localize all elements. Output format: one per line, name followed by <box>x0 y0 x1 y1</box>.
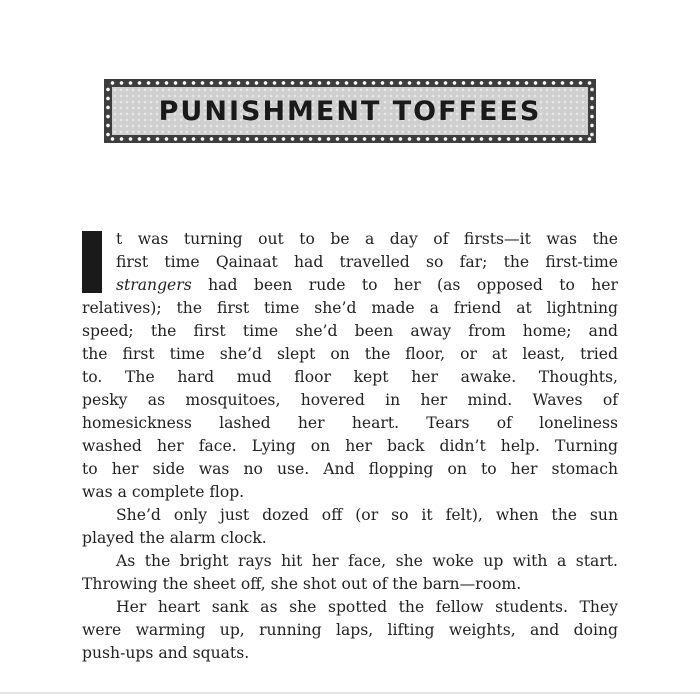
italic-word: strangers <box>116 276 192 294</box>
paragraph-3-continued <box>82 573 618 596</box>
chapter-title-banner <box>104 79 596 143</box>
text-line: Her heart sank as she spotted the fellow students. They <box>116 598 618 616</box>
text-line: was a complete flop. <box>82 483 245 501</box>
chapter-title: PUNISHMENT TOFFEES <box>158 95 542 127</box>
text-line: speed; the first time she’d been away from home; and <box>82 322 618 340</box>
text-line: t was turning out to be a day of firsts—it was the <box>116 230 618 248</box>
text-line: played the alarm clock. <box>82 529 267 547</box>
marquee-lights-bottom <box>108 137 592 141</box>
text-line: to her side was no use. And flopping on to her stomach <box>82 460 618 478</box>
text-line: washed her face. Lying on her back didn’t help. Turning <box>82 437 618 455</box>
page-bottom-edge <box>0 692 700 694</box>
paragraph-4-continued <box>82 619 618 665</box>
text-line: to. The hard mud floor kept her awake. Thoughts, <box>82 368 618 386</box>
paragraph-1-continued <box>82 297 618 504</box>
paragraph-1 <box>82 228 618 297</box>
text-line: push-ups and squats. <box>82 644 250 662</box>
drop-cap <box>82 231 102 293</box>
text-line: relatives); the first time she’d made a friend at lightning <box>82 299 618 317</box>
chapter-body <box>82 228 618 665</box>
text-line: first time Qainaat had travelled so far; the first-time <box>116 253 618 271</box>
paragraph-4 <box>82 596 618 619</box>
text-line: As the bright rays hit her face, she woke up with a start. <box>116 552 618 570</box>
marquee-lights-left <box>106 85 110 137</box>
text-line: pesky as mosquitoes, hovered in her mind. Waves of <box>82 391 618 409</box>
text-line: She’d only just dozed off (or so it felt), when the sun <box>116 506 618 524</box>
text-line-rest: had been rude to her (as opposed to her <box>191 276 618 294</box>
paragraph-3 <box>82 550 618 573</box>
chapter-title-panel <box>112 87 588 135</box>
text-line: homesickness lashed her heart. Tears of loneliness <box>82 414 618 432</box>
paragraph-2 <box>82 504 618 527</box>
text-line: the first time she’d slept on the floor, or at least, tried <box>82 345 618 363</box>
paragraph-2-continued <box>82 527 618 550</box>
text-line: were warming up, running laps, lifting weights, and doing <box>82 621 618 639</box>
text-line: Throwing the sheet off, she shot out of the barn—room. <box>82 575 522 593</box>
marquee-lights-top <box>108 81 592 85</box>
marquee-lights-right <box>590 85 594 137</box>
text-line-with-italic <box>116 274 618 297</box>
